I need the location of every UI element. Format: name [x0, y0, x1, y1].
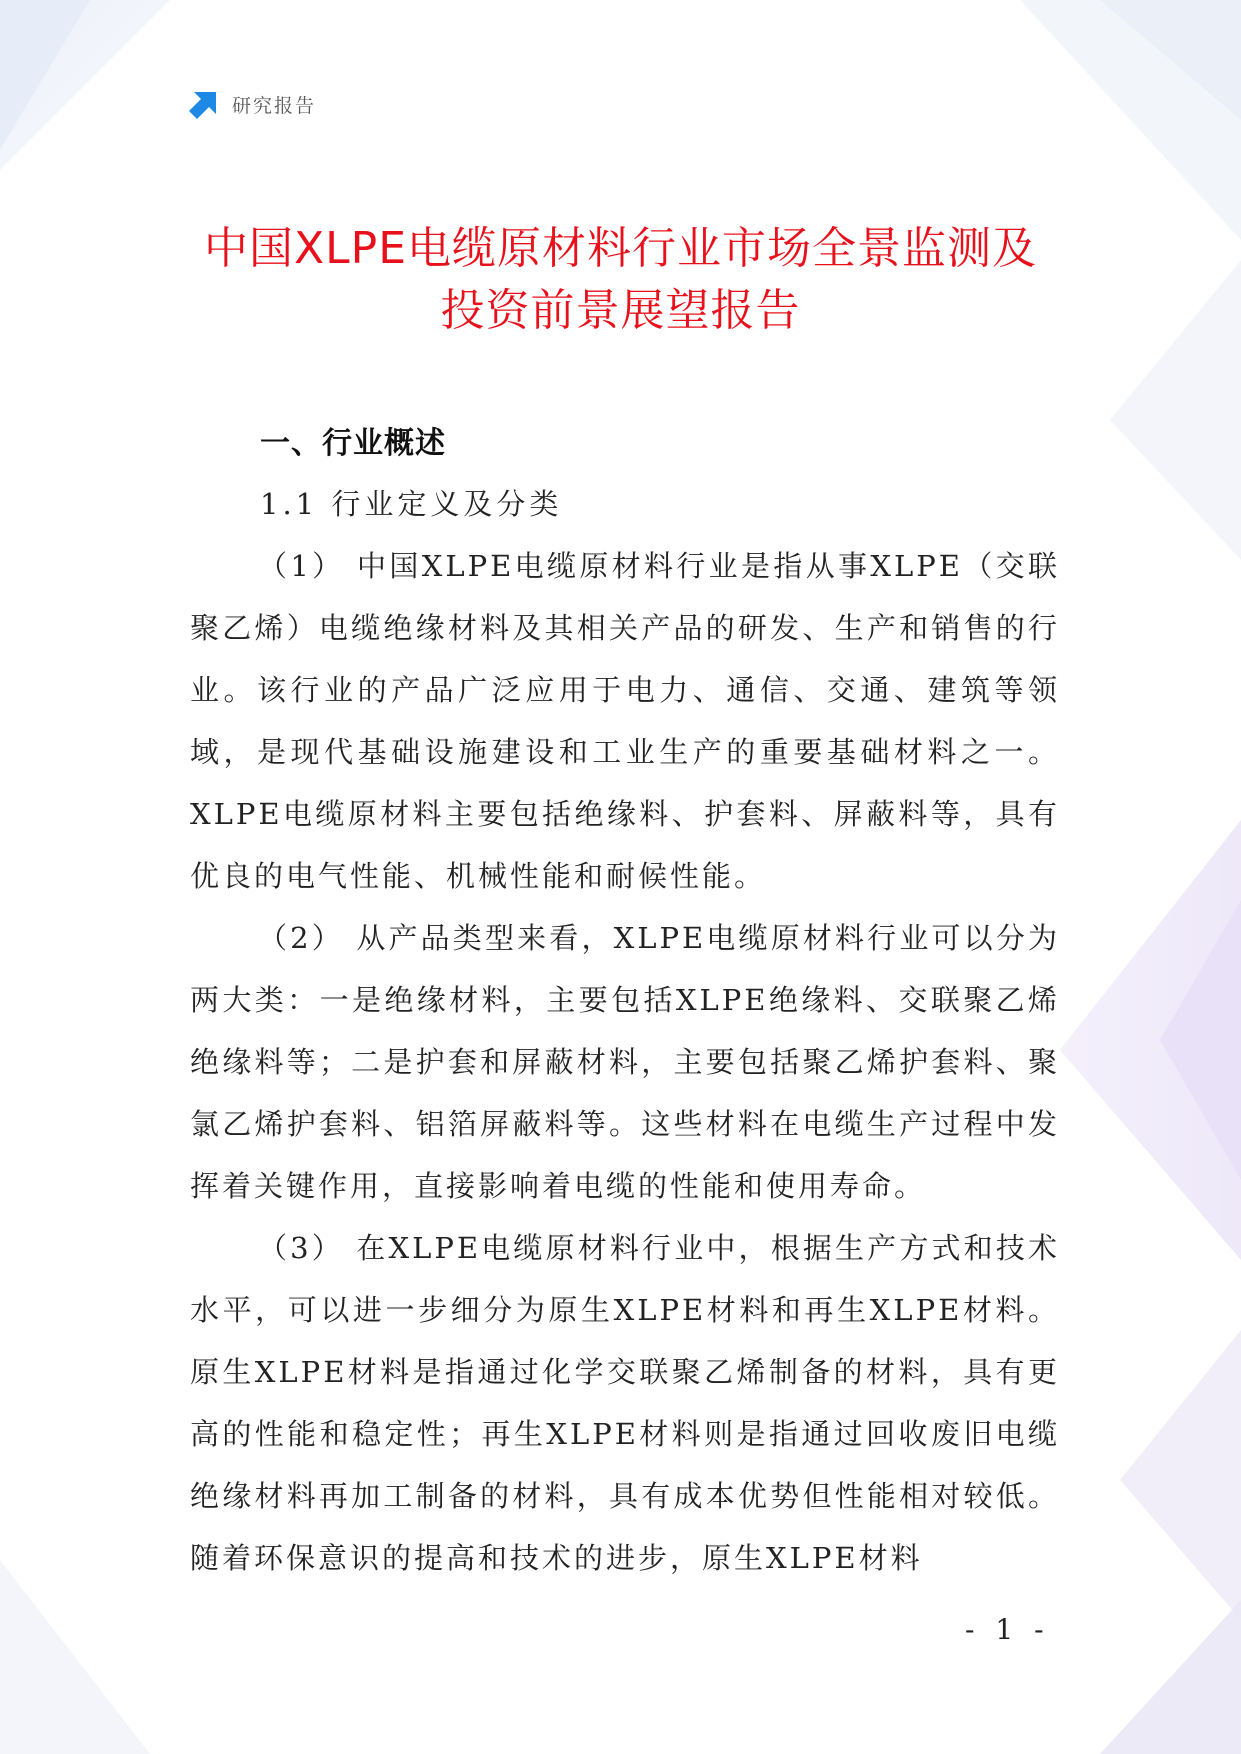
- sub-heading: 1.1 行业定义及分类: [260, 487, 563, 521]
- paragraph-1: （1） 中国XLPE电缆原材料行业是指从事XLPE（交联聚乙烯）电缆绝缘材料及其相关产品的研发、生产和销售的行业。该行业的产品广泛应用于电力、通信、交通、建筑等领域，是现代基础设施建设和工业生产的重要基础材料之一。XLPE电缆原材料主要包括绝缘料、护套料、屏蔽料等，具有优良的电气性能、机械性能和耐候性能。: [190, 549, 1060, 893]
- header-label: 研究报告: [232, 94, 317, 117]
- section-heading: 一、行业概述: [260, 426, 446, 461]
- paragraph-3: （3） 在XLPE电缆原材料行业中，根据生产方式和技术水平，可以进一步细分为原生XLPE材料和再生XLPE材料。原生XLPE材料是指通过化学交联聚乙烯制备的材料，具有更高的性能和稳定性；再生XLPE材料则是指通过回收废旧电缆绝缘材料再加工制备的材料，具有成本优势但性能相对较低。随着环保意识的提高和技术的进步，原生XLPE材料: [190, 1231, 1060, 1575]
- page-number: - 1 -: [965, 1613, 1050, 1646]
- report-header: [188, 88, 316, 120]
- paragraph-2: （2） 从产品类型来看，XLPE电缆原材料行业可以分为两大类：一是绝缘材料，主要包括XLPE绝缘料、交联聚乙烯绝缘料等；二是护套和屏蔽材料，主要包括聚乙烯护套料、聚氯乙烯护套料、铝箔屏蔽料等。这些材料在电缆生产过程中发挥着关键作用，直接影响着电缆的性能和使用寿命。: [190, 921, 1060, 1203]
- body-text: [190, 535, 1060, 1589]
- arrow-up-right-icon: [188, 88, 220, 120]
- title-line-2: 投资前景展望报告: [440, 285, 801, 336]
- report-title: [150, 218, 1091, 342]
- title-line-1: 中国XLPE电缆原材料行业市场全景监测及: [204, 223, 1037, 274]
